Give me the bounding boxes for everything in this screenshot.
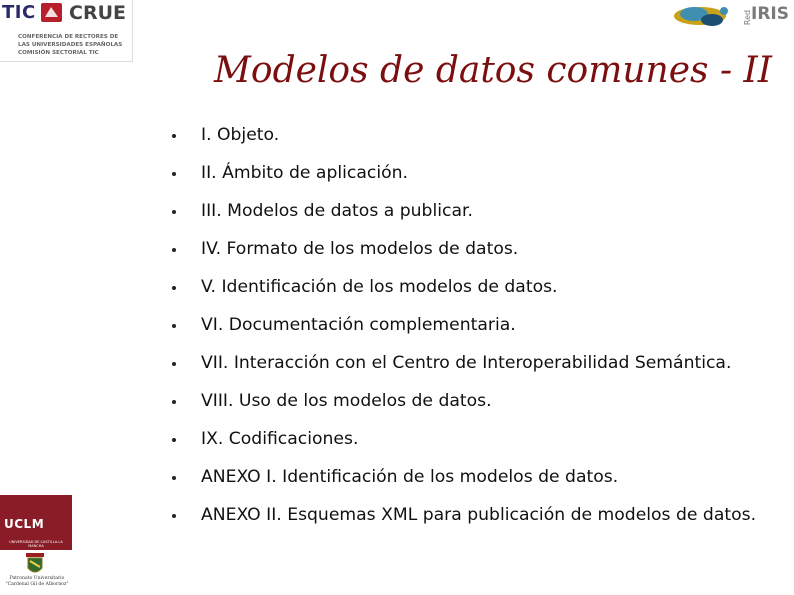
list-item-text: VIII. Uso de los modelos de datos. xyxy=(201,391,492,411)
iris-logo-text: IRIS xyxy=(751,4,789,24)
tic-logo-text: TIC xyxy=(2,2,36,23)
list-item xyxy=(172,199,772,223)
bullet-icon xyxy=(172,476,176,480)
list-item xyxy=(172,275,772,299)
uclm-logo-box xyxy=(0,495,72,550)
list-item-text: IX. Codificaciones. xyxy=(201,429,359,449)
bullet-icon xyxy=(172,514,176,518)
rediris-logo xyxy=(670,0,794,35)
list-item xyxy=(172,123,772,147)
bullet-icon xyxy=(172,400,176,404)
bullet-icon xyxy=(172,324,176,328)
uclm-logo-text: UCLM xyxy=(4,517,45,531)
list-item xyxy=(172,237,772,261)
crue-logo-text: CRUE xyxy=(69,2,126,24)
bullet-icon xyxy=(172,134,176,138)
list-item-text: II. Ámbito de aplicación. xyxy=(201,163,408,183)
bullet-icon xyxy=(172,172,176,176)
patronato-caption: Patronato Universitario "Cardenal Gil de Albornoz" xyxy=(5,576,69,587)
list-item-text: IV. Formato de los modelos de datos. xyxy=(201,239,519,259)
list-item-text: ANEXO II. Esquemas XML para publicación de modelos de datos. xyxy=(201,505,757,525)
list-item xyxy=(172,161,772,185)
bullet-icon xyxy=(172,248,176,252)
bullet-icon xyxy=(172,210,176,214)
list-item-text: VII. Interacción con el Centro de Interoperabilidad Semántica. xyxy=(201,353,732,373)
bullet-icon xyxy=(172,362,176,366)
list-item xyxy=(172,465,772,489)
list-item-text: III. Modelos de datos a publicar. xyxy=(201,201,473,221)
list-item-text: V. Identificación de los modelos de datos. xyxy=(201,277,558,297)
rediris-emblem-icon xyxy=(670,2,734,32)
red-label: Red xyxy=(743,9,753,26)
list-item xyxy=(172,351,741,375)
list-item-text: ANEXO I. Identificación de los modelos de datos. xyxy=(201,467,619,487)
crue-subtitle: CONFERENCIA DE RECTORES DE LAS UNIVERSIDADES ESPAÑOLAS COMISIÓN SECTORIAL TIC xyxy=(18,34,123,56)
uclm-logo xyxy=(0,495,75,595)
content-list xyxy=(172,123,772,527)
list-item xyxy=(172,313,772,337)
page-title: Modelos de datos comunes - II xyxy=(214,50,772,91)
crest-icon xyxy=(20,553,50,577)
list-item-text: I. Objeto. xyxy=(201,125,280,145)
uclm-subtitle: UNIVERSIDAD DE CASTILLA-LA MANCHA xyxy=(9,540,63,548)
bullet-icon xyxy=(172,438,176,442)
list-item xyxy=(172,389,772,413)
list-item xyxy=(172,427,772,451)
bullet-icon xyxy=(172,286,176,290)
list-item-text: VI. Documentación complementaria. xyxy=(201,315,516,335)
crue-emblem-icon xyxy=(41,3,62,22)
list-item xyxy=(172,503,791,527)
